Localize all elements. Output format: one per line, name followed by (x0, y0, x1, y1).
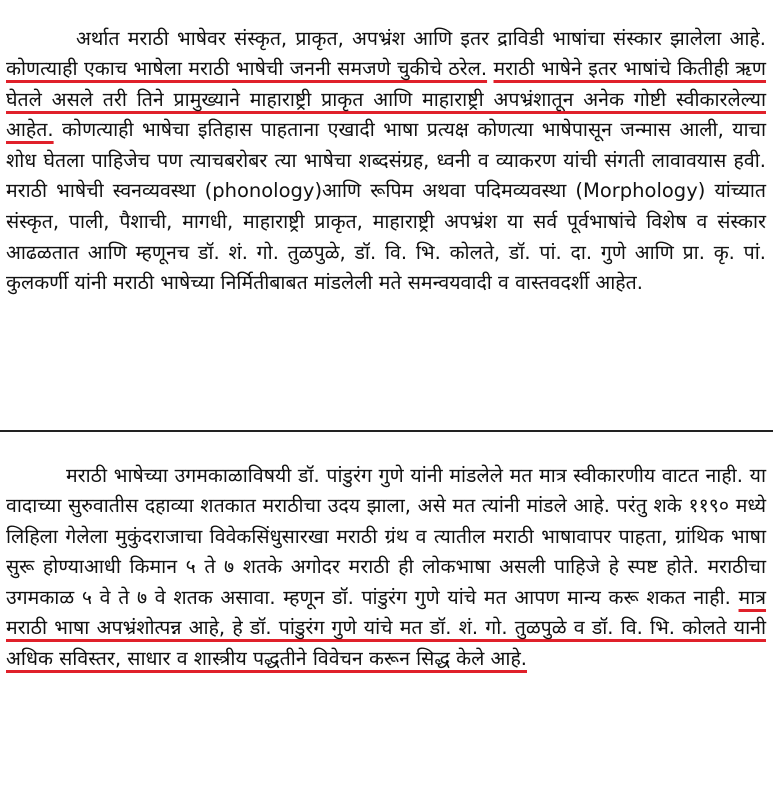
para1-highlighted-sentence-2: मराठी भाषेने इतर भाषांचे कितीही ऋण घेतले असले तरी तिने प्रामुख्याने माहाराष्ट्री प्राकृत आणि माहाराष्ट्री अपभ्रंशातून अनेक गोष्टी स्वीकारलेल्या आहेत. (6, 57, 767, 142)
para1-highlighted-sentence-1: कोणत्याही एकाच भाषेला मराठी भाषेची जननी समजणे चुकीचे ठरेल. (6, 57, 488, 81)
para1-body-text: कोणत्याही भाषेचा इतिहास पाहताना एखादी भाषा प्रत्यक्ष कोणत्या भाषेपासून जन्मास आली, याचा शोध घेतला पाहिजेच पण त्याचबरोबर त्या भाषेचा शब्दसंग्रह, ध्वनी व व्याकरण यांची संगती लावावयास हवी. मराठी भाषेची स्वनव्यवस्था (phonology)आणि रूपिम अथवा पदिमव्यवस्था (Morphology) यांच्यात संस्कृत, पाली, पैशाची, मागधी, माहाराष्ट्री प्राकृत, माहाराष्ट्री अपभ्रंश या सर्व पूर्वभाषांचे विशेष व संस्कार आढळतात आणि म्हणूनच डॉ. शं. गो. तुळपुळे, डॉ. वि. भि. कोलते, डॉ. पां. दा. गुणे आणि प्रा. कृ. पां. कुलकर्णी यांनी मराठी भाषेच्या निर्मितीबाबत मांडलेली मते समन्वयवादी व वास्तवदर्शी आहेत. (6, 118, 766, 295)
para1-sentence-1: अर्थात मराठी भाषेवर संस्कृत, प्राकृत, अपभ्रंश आणि इतर द्राविडी भाषांचा संस्कार झालेला आहे. (76, 26, 766, 50)
paragraph-2 (6, 461, 766, 675)
section-divider (0, 430, 773, 432)
paragraph-1 (6, 24, 766, 299)
para2-body-text: मराठी भाषेच्या उगमकाळाविषयी डॉ. पांडुरंग गुणे यांनी मांडलेले मत मात्र स्वीकारणीय वाटत नाही. या वादाच्या सुरुवातीस दहाव्या शतकात मराठीचा उदय झाला, असे मत त्यांनी मांडले आहे. परंतु शके ११९० मध्ये लिहिला गेलेला मुकुंदराजाचा विवेकसिंधुसारखा मराठी ग्रंथ व त्यातील मराठी भाषावापर पाहता, ग्रांथिक भाषा सुरू होण्याआधी किमान ५ ते ७ शतके अगोदर मराठी ही लोकभाषा असली पाहिजे हे स्पष्ट होते. मराठीचा उगमकाळ ५ वे ते ७ वे शतक असावा. म्हणून डॉ. पांडुरंग गुणे यांचे मत आपण मान्य करू शकत नाही. (6, 463, 766, 609)
para2-highlighted-sentence: मात्र मराठी भाषा अपभ्रंशोत्पन्न आहे, हे डॉ. पांडुरंग गुणे यांचे मत डॉ. शं. गो. तुळपुळे व डॉ. वि. भि. कोलते यानी अधिक सविस्तर, साधार व शास्त्रीय पद्धतीने विवेचन करून सिद्ध केले आहे. (6, 585, 767, 671)
